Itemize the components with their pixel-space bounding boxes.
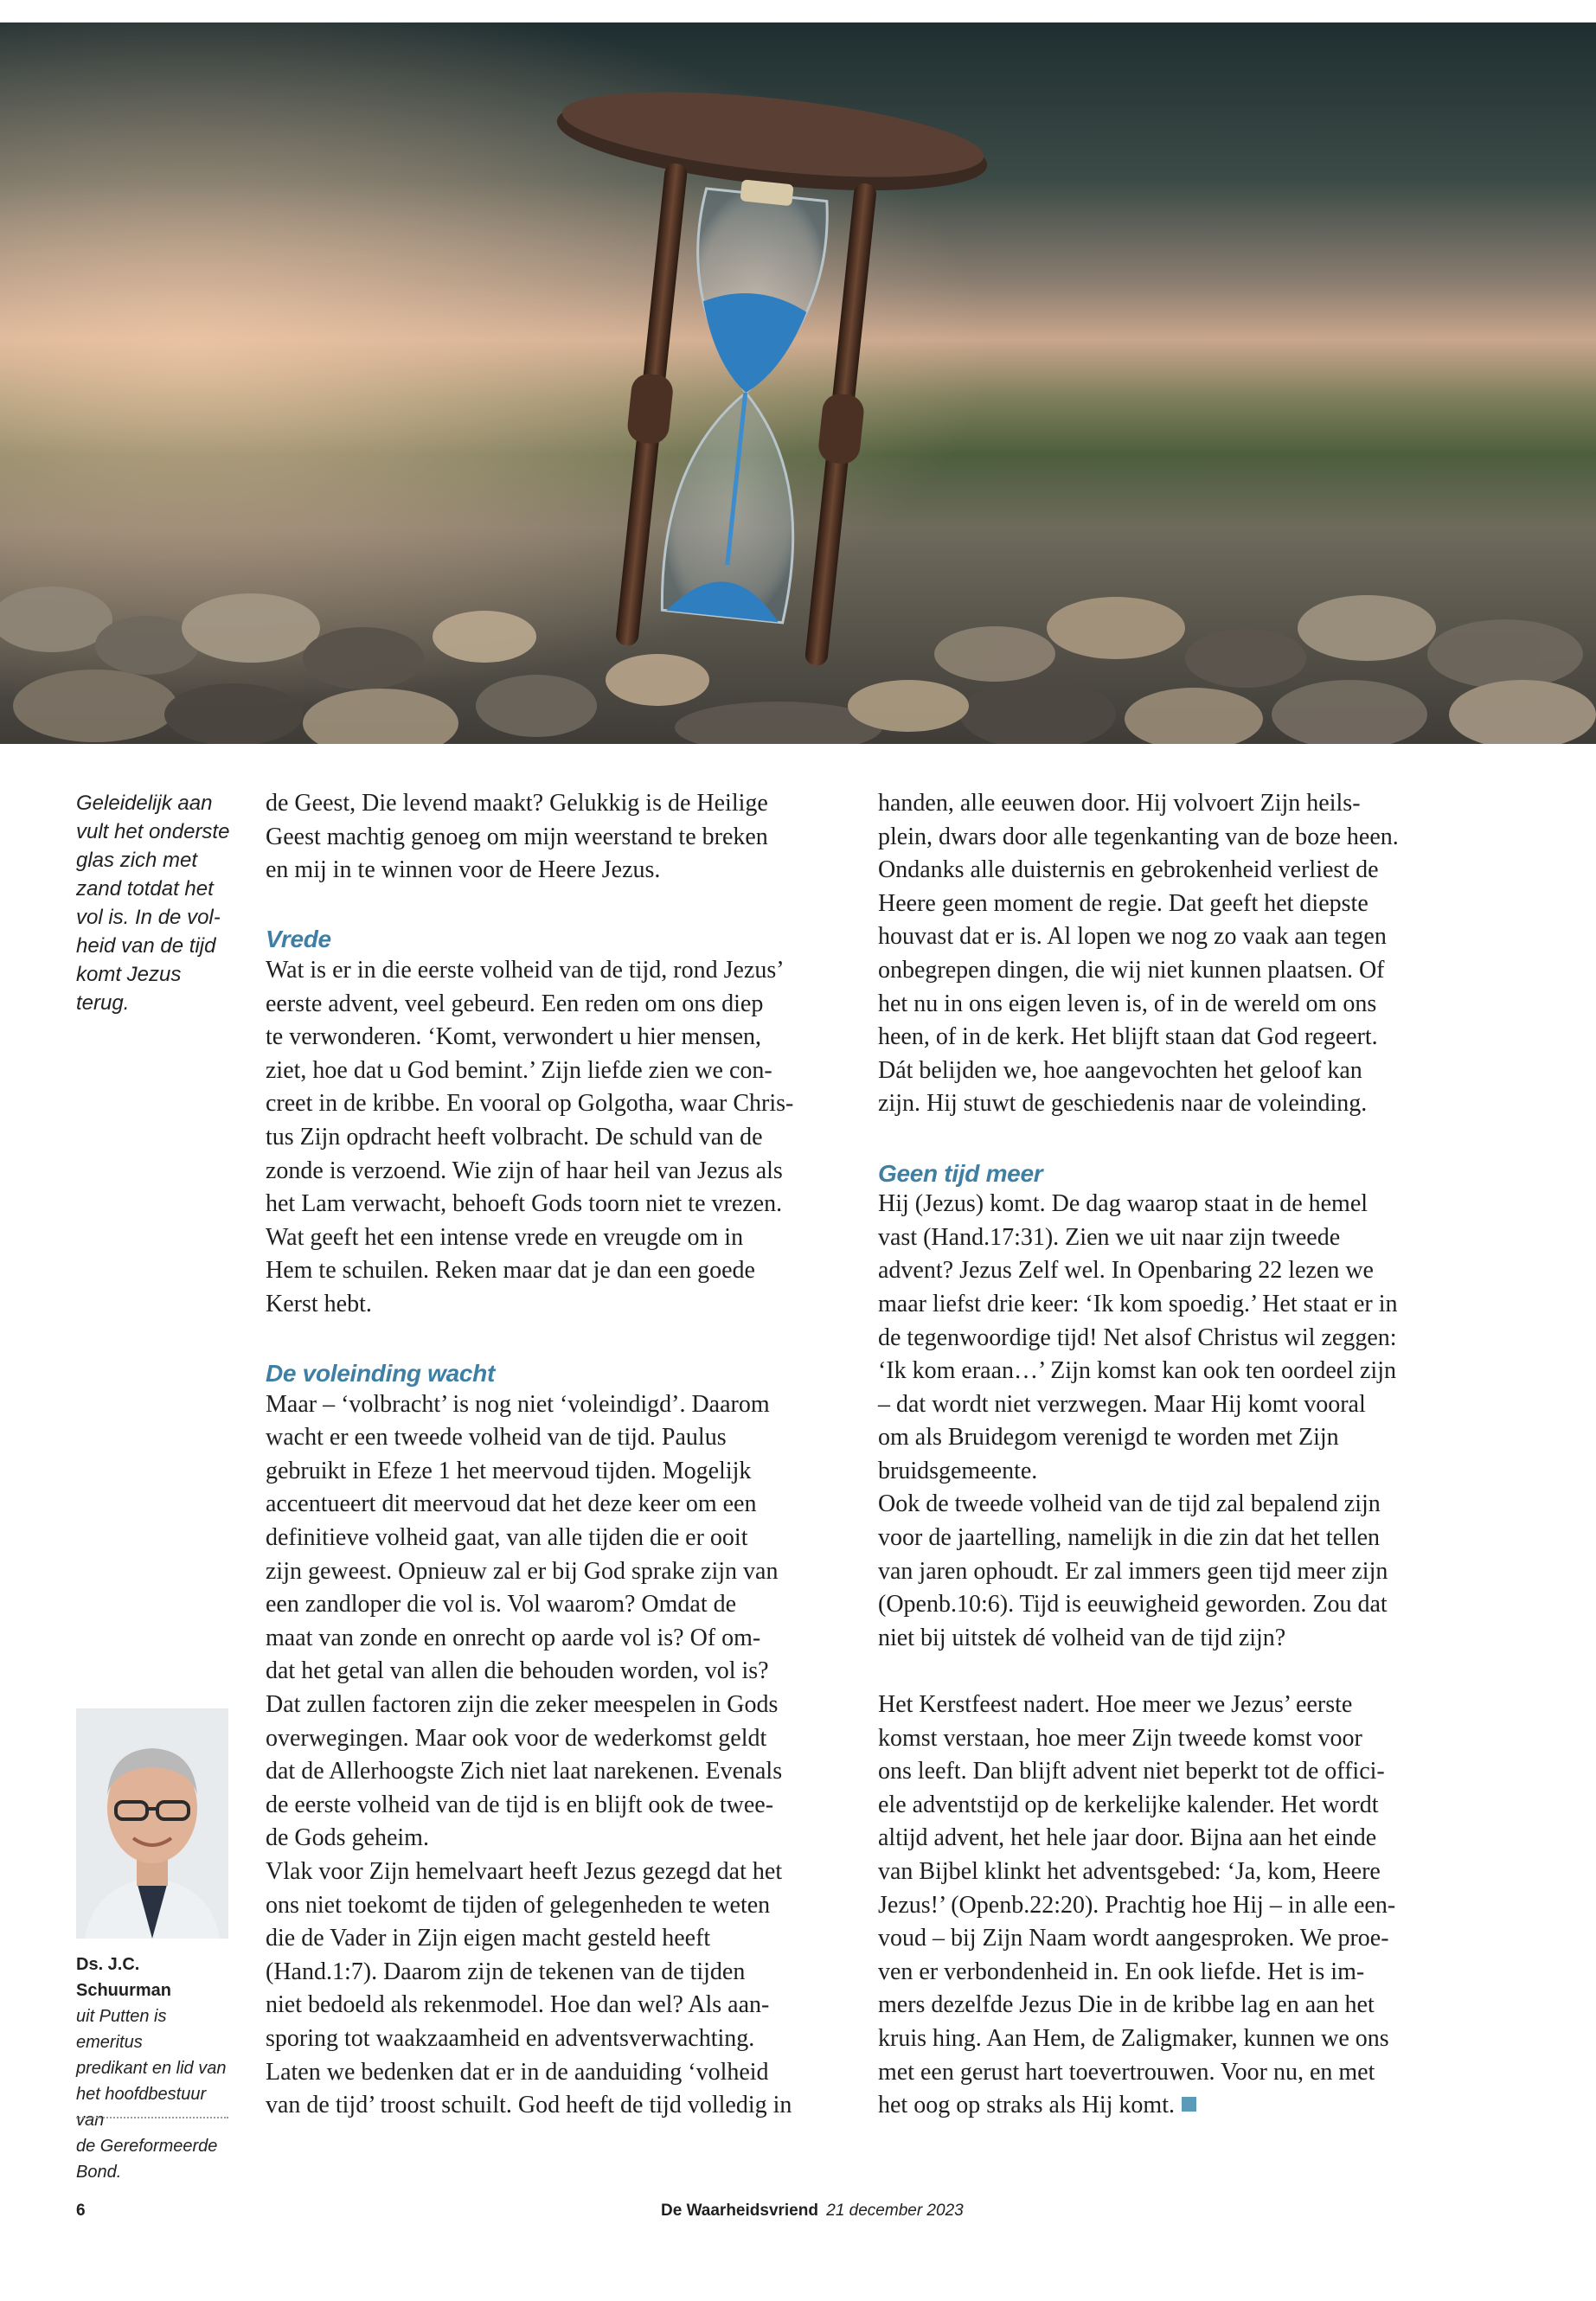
page-number: 6 [76,2202,86,2220]
author-role-line: Bond. [76,2163,122,2182]
text-line: onbegrepen dingen, die wij niet kunnen plaatsen. Of [878,956,1385,984]
text-line: die de Vader in Zijn eigen macht gesteld heeft [266,1925,711,1952]
text-line: niet bij uitstek dé volheid van de tijd zijn? [878,1624,1286,1651]
author-divider [76,2117,228,2118]
text-line: mers dezelfde Jezus Die in de kribbe lag en aan het [878,1991,1375,2019]
caption-line: heid van de tijd [76,934,216,958]
text-line: plein, dwars door alle tegenkanting van de boze heen. [878,823,1399,850]
section-heading-voleinding: De voleinding wacht [266,1360,496,1388]
text-line: sporing tot waakzaamheid en adventsverwachting. [266,2024,755,2052]
text-line: gebruikt in Efeze 1 het meervoud tijden. Mogelijk [266,1457,752,1484]
text-line: van de tijd’ troost schuilt. God heeft de tijd volledig in [266,2092,792,2119]
hourglass-illustration [0,22,1596,744]
author-portrait-icon [76,1708,228,1939]
text-line: zijn. Hij stuwt de geschiedenis naar de voleinding. [878,1090,1368,1118]
text-line: – dat wordt niet verzwegen. Maar Hij komt vooral [878,1390,1366,1418]
text-line: creet in de kribbe. En vooral op Golgotha, waar Chris- [266,1090,794,1118]
text-line: de tegenwoordige tijd! Net alsof Christus wil zeggen: [878,1324,1397,1351]
text-line: komst verstaan, hoe meer Zijn tweede komst voor [878,1724,1362,1752]
publication-info [661,2202,964,2221]
caption-line: komt Jezus terug. [76,963,182,1015]
text-line: ele adventstijd op de kerkelijke kalender. Het wordt [878,1791,1379,1818]
text-line: (Openb.10:6). Tijd is eeuwigheid geworden. Zou dat [878,1591,1388,1618]
text-line: bruidsgemeente. [878,1457,1038,1484]
article-column-2 [878,787,1440,2123]
text-line: van Bijbel klinkt het adventsgebed: ‘Ja, kom, Heere [878,1858,1381,1885]
text-line: Ondanks alle duisternis en gebrokenheid verliest de [878,856,1379,884]
text-line: accentueert dit meervoud dat het deze keer om een [266,1490,757,1518]
text-line: Jezus!’ (Openb.22:20). Prachtig hoe Hij – in alle een- [878,1891,1396,1919]
text-line: Wat geeft het een intense vrede en vreugde om in [266,1223,744,1251]
caption-line: vol is. In de vol- [76,906,221,929]
author-role-line: de Gereformeerde [76,2137,218,2156]
text-line: maar liefst drie keer: ‘Ik kom spoedig.’ Het staat er in [878,1290,1398,1317]
publication-date: 21 december 2023 [826,2202,964,2220]
caption-line: zand totdat het [76,877,214,901]
text-line: een zandloper die vol is. Vol waarom? Omdat de [266,1591,737,1618]
author-role-line: uit Putten is emeritus [76,2007,167,2052]
text-line: tus Zijn opdracht heeft volbracht. De schuld van de [266,1123,763,1150]
text-line: Heere geen moment de regie. Dat geeft het diepste [878,889,1368,917]
text-line: heen, of in de kerk. Het blijft staan dat God regeert. [878,1023,1378,1051]
author-photo [76,1708,228,1939]
section-heading-geen-tijd-meer: Geen tijd meer [878,1159,1043,1187]
text-line: ons niet toekomt de tijden of gelegenheden te weten [266,1891,771,1919]
text-line: Het Kerstfeest nadert. Hoe meer we Jezus’ eerste [878,1691,1353,1719]
text-line: het Lam verwacht, behoeft Gods toorn niet te vrezen. [266,1190,783,1218]
text-line: te verwonderen. ‘Komt, verwondert u hier mensen, [266,1023,762,1051]
author-bio [76,1952,232,2185]
text-line: overwegingen. Maar ook voor de wederkomst geldt [266,1724,767,1752]
text-line: vast (Hand.17:31). Zien we uit naar zijn tweede [878,1223,1341,1251]
hero-image [0,22,1596,744]
text-line: kruis hing. Aan Hem, de Zaligmaker, kunnen we ons [878,2024,1389,2052]
text-line: definitieve volheid gaat, van alle tijden die er ooit [266,1524,748,1552]
text-line: de Geest, Die levend maakt? Gelukkig is de Heilige [266,790,768,817]
text-line: altijd advent, het hele jaar door. Bijna aan het einde [878,1824,1377,1852]
article-column-1 [266,787,828,2123]
text-line: de Gods geheim. [266,1824,429,1852]
text-line: om als Bruidegom verenigd te worden met Zijn [878,1424,1339,1452]
text-line: van jaren ophoudt. Er zal immers geen tijd meer zijn [878,1557,1388,1585]
text-line: en mij in te winnen voor de Heere Jezus. [266,856,661,884]
publication-name: De Waarheidsvriend [661,2202,818,2220]
text-line: de eerste volheid van de tijd is en blijft ook de twee- [266,1791,774,1818]
text-line: niet bedoeld als rekenmodel. Hoe dan wel? Als aan- [266,1991,770,2019]
text-line: Dat zullen factoren zijn die zeker meespelen in Gods [266,1691,779,1719]
article-end-square-icon [1182,2097,1196,2112]
text-line: Kerst hebt. [266,1290,372,1317]
text-line: met een gerust hart toevertrouwen. Voor nu, en met [878,2058,1375,2086]
text-line: Hij (Jezus) komt. De dag waarop staat in de hemel [878,1190,1368,1218]
caption-line: vult het onderste [76,820,230,843]
caption-line: glas zich met [76,849,198,872]
text-line: wacht er een tweede volheid van de tijd. Paulus [266,1424,727,1452]
caption-line: Geleidelijk aan [76,792,213,815]
text-line-end: het oog op straks als Hij komt. [878,2092,1175,2119]
text-line: zijn geweest. Opnieuw zal er bij God sprake zijn van [266,1557,779,1585]
text-line: ons leeft. Dan blijft advent niet beperkt tot de offici- [878,1758,1385,1785]
text-line: maat van zonde en onrecht op aarde vol is? Of om- [266,1624,761,1651]
text-line: Vlak voor Zijn hemelvaart heeft Jezus gezegd dat het [266,1858,783,1885]
text-line: Ook de tweede volheid van de tijd zal bepalend zijn [878,1490,1381,1518]
text-line: ven er verbondenheid in. En ook liefde. Het is im- [878,1958,1365,1985]
page-footer [0,2202,1596,2227]
text-line: advent? Jezus Zelf wel. In Openbaring 22 lezen we [878,1257,1374,1285]
text-line: Hem te schuilen. Reken maar dat je dan een goede [266,1257,755,1285]
text-line: (Hand.1:7). Daarom zijn de tekenen van de tijden [266,1958,746,1985]
author-role-line: predikant en lid van [76,2059,227,2078]
text-line: eerste advent, veel gebeurd. Een reden om ons diep [266,990,764,1017]
text-line: zonde is verzoend. Wie zijn of haar heil van Jezus als [266,1157,783,1184]
text-line: Wat is er in die eerste volheid van de tijd, rond Jezus’ [266,956,785,984]
text-line: Dát belijden we, hoe aangevochten het geloof kan [878,1056,1362,1084]
text-line: Geest machtig genoeg om mijn weerstand te breken [266,823,768,850]
text-line: voud – bij Zijn Naam wordt aangesproken. We proe- [878,1925,1389,1952]
text-line: dat de Allerhoogste Zich niet laat narekenen. Evenals [266,1758,783,1785]
text-line: voor de jaartelling, namelijk in die zin dat het tellen [878,1524,1381,1552]
text-line: ‘Ik kom eraan…’ Zijn komst kan ook ten oordeel zijn [878,1357,1396,1385]
author-name: Ds. J.C. Schuurman [76,1955,172,2000]
text-line: Maar – ‘volbracht’ is nog niet ‘voleindigd’. Daarom [266,1390,770,1418]
text-line: handen, alle eeuwen door. Hij volvoert Zijn heils- [878,790,1361,817]
text-line: Laten we bedenken dat er in de aanduiding ‘volheid [266,2058,769,2086]
text-line: het nu in ons eigen leven is, of in de wereld om ons [878,990,1377,1017]
section-heading-vrede: Vrede [266,926,331,953]
text-line [878,2089,1440,2123]
text-line: dat het getal van allen die behouden worden, vol is? [266,1657,769,1685]
photo-caption [76,789,232,1017]
text-line: ziet, hoe dat u God bemint.’ Zijn liefde zien we con- [266,1056,772,1084]
text-line: houvast dat er is. Al lopen we nog zo vaak aan tegen [878,923,1387,951]
author-role-line: het hoofdbestuur van [76,2085,207,2130]
